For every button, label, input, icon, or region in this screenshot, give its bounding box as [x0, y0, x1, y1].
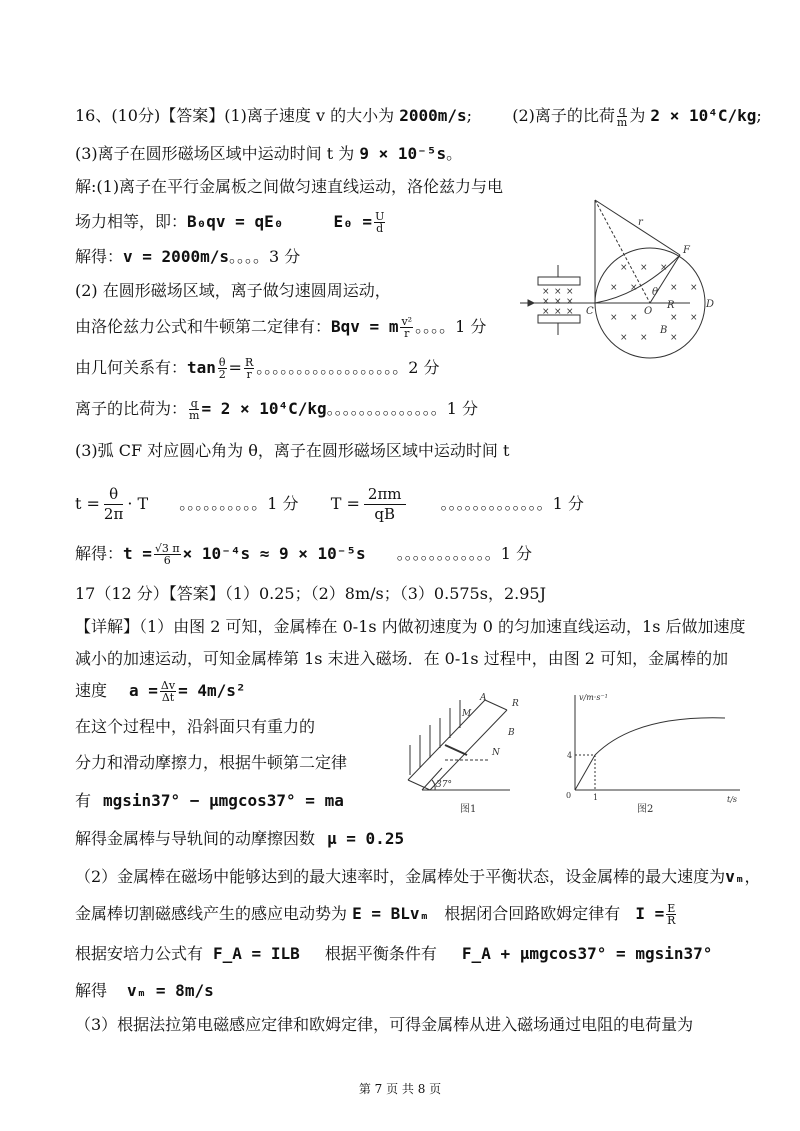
svg-text:×: ×: [670, 333, 678, 343]
q16-time-result: 解得：t = $\frac{√3 \pi}{6}$ × 10⁻⁴s ≈ 9 × 10⁻⁵s 。。。。。。。。。。。。1 分: [75, 542, 533, 567]
q17-process-text-1: 在这个过程中，沿斜面只有重力的: [75, 717, 316, 736]
svg-text:×: ×: [620, 333, 628, 343]
svg-text:37°: 37°: [436, 780, 452, 790]
q16-newton-law: 由洛伦兹力公式和牛顿第二定律有：Bqv = m $\frac{\text{v²}}{r}$ 。。。。1 分: [75, 315, 487, 340]
svg-text:×: ×: [690, 283, 698, 293]
svg-text:v/m·s⁻¹: v/m·s⁻¹: [579, 693, 608, 702]
vt-graph-figure: [555, 690, 745, 825]
svg-text:r: r: [638, 217, 643, 228]
svg-text:×: ×: [610, 283, 618, 293]
svg-text:N: N: [492, 748, 500, 758]
svg-text:×: ×: [566, 287, 574, 297]
svg-text:4: 4: [567, 751, 573, 760]
incline-figure: [400, 690, 540, 825]
fig2-caption: 图2: [637, 804, 654, 815]
svg-text:×: ×: [620, 263, 628, 273]
svg-text:×: ×: [670, 313, 678, 323]
q17-friction-coef: 解得金属棒与导轨间的动摩擦因数 μ = 0.25: [75, 829, 405, 848]
svg-text:×: ×: [610, 313, 618, 323]
svg-text:C: C: [586, 306, 594, 317]
q17-answer: 17（12 分）【答案】（1）0.25；（2）8m/s；（3）0.575s，2.95J: [75, 584, 546, 603]
q16-force-balance: 场力相等，即：B₀qv = qE₀ E₀ = $\frac{U}{d}$: [75, 210, 385, 235]
q17-newton-equation: 有 mgsin37° − μmgcos37° = ma: [75, 791, 344, 810]
svg-text:R: R: [512, 699, 519, 709]
q17-detail-line-1: 【详解】（1）由图 2 可知，金属棒在 0-1s 内做初速度为 0 的匀加速直线运动，1s 后做加速度: [75, 617, 746, 636]
q17-max-speed-text: （2）金属棒在磁场中能够达到的最大速率时，金属棒处于平衡状态，设金属棒的最大速度为vₘ，: [75, 867, 761, 886]
q16-answer-line-1: 16、(10分)【答案】(1)离子速度 v 的大小为 2000m/s; (2)离子的比荷 $\frac{q}{m}$ 为 2 × 10⁴C/kg;: [75, 104, 762, 129]
q16-solution-line: 解:(1)离子在平行金属板之间做匀速直线运动，洛伦兹力与电: [75, 177, 504, 196]
svg-text:A: A: [480, 693, 487, 703]
q16-time-formula: t = $\frac{\theta}{2\pi}$ · T 。。。。。。。。。。1 分 T = $\frac{2\pi m}{qB}$ 。。。。。。。。。。。。。1 分: [75, 485, 584, 523]
page-footer: 第 7 页 共 8 页: [358, 1082, 442, 1096]
svg-text:×: ×: [542, 307, 550, 317]
svg-text:×: ×: [640, 263, 648, 273]
circle-field-figure: [520, 195, 720, 375]
svg-text:×: ×: [660, 263, 668, 273]
q17-charge-text: （3）根据法拉第电磁感应定律和欧姆定律，可得金属棒从进入磁场通过电阻的电荷量为: [75, 1015, 694, 1034]
q16-circular-motion: (2) 在圆形磁场区域，离子做匀速圆周运动，: [75, 281, 391, 300]
svg-text:F: F: [683, 245, 690, 256]
svg-text:×: ×: [630, 283, 638, 293]
q17-max-speed-result: 解得 vₘ = 8m/s: [75, 981, 214, 1000]
svg-text:θ: θ: [652, 287, 659, 298]
q16-geometry: 由几何关系有：tan $\frac{\theta}{2}$ = $\frac{R}{r}$ 。。。。。。。。。。。。。。。。。。2 分: [75, 356, 440, 381]
svg-text:t/s: t/s: [727, 795, 738, 804]
svg-text:×: ×: [542, 297, 550, 307]
q16-answer-line-2: (3)离子在圆形磁场区域中运动时间 t 为 9 × 10⁻⁵s。: [75, 144, 463, 163]
svg-text:D: D: [706, 299, 715, 310]
svg-text:×: ×: [640, 333, 648, 343]
svg-text:×: ×: [630, 313, 638, 323]
svg-text:×: ×: [690, 313, 698, 323]
svg-text:B: B: [660, 325, 668, 336]
q17-acceleration: 速度 a = $\frac{\Delta v}{\Delta t}$ = 4m/s²: [75, 679, 246, 704]
svg-text:×: ×: [670, 283, 678, 293]
q17-emf-line: 金属棒切割磁感线产生的感应电动势为 E = BLvₘ 根据闭合回路欧姆定律有 I = $\frac{E}{R}$: [75, 902, 676, 927]
q17-detail-line-2: 减小的加速运动，可知金属棒第 1s 末进入磁场．在 0-1s 过程中，由图 2 可知，金属棒的加: [75, 649, 729, 668]
svg-text:×: ×: [554, 297, 562, 307]
q17-process-text-2: 分力和滑动摩擦力，根据牛顿第二定律: [75, 753, 348, 772]
fig1-caption: 图1: [460, 804, 477, 815]
svg-text:×: ×: [566, 297, 574, 307]
svg-text:O: O: [644, 306, 653, 317]
upper-plate: [538, 277, 580, 285]
q16-arc-angle: (3)弧 CF 对应圆心角为 θ，离子在圆形磁场区域中运动时间 t: [75, 441, 510, 460]
svg-text:×: ×: [554, 307, 562, 317]
svg-text:R: R: [667, 300, 675, 311]
q16-velocity-result: 解得：v = 2000m/s。。。。3 分: [75, 247, 301, 266]
q17-ampere-force: 根据安培力公式有 F_A = ILB 根据平衡条件有 F_A + μmgcos37° = mgsin37°: [75, 944, 713, 963]
svg-text:1: 1: [593, 793, 599, 802]
svg-text:×: ×: [542, 287, 550, 297]
svg-text:×: ×: [566, 307, 574, 317]
svg-text:×: ×: [554, 287, 562, 297]
svg-text:M: M: [462, 709, 472, 719]
q16-charge-ratio: 离子的比荷为： $\frac{q}{m}$ = 2 × 10⁴C/kg。。。。。。。。。。。。。。1 分: [75, 397, 478, 422]
svg-text:0: 0: [566, 791, 572, 800]
svg-text:B: B: [508, 728, 515, 738]
